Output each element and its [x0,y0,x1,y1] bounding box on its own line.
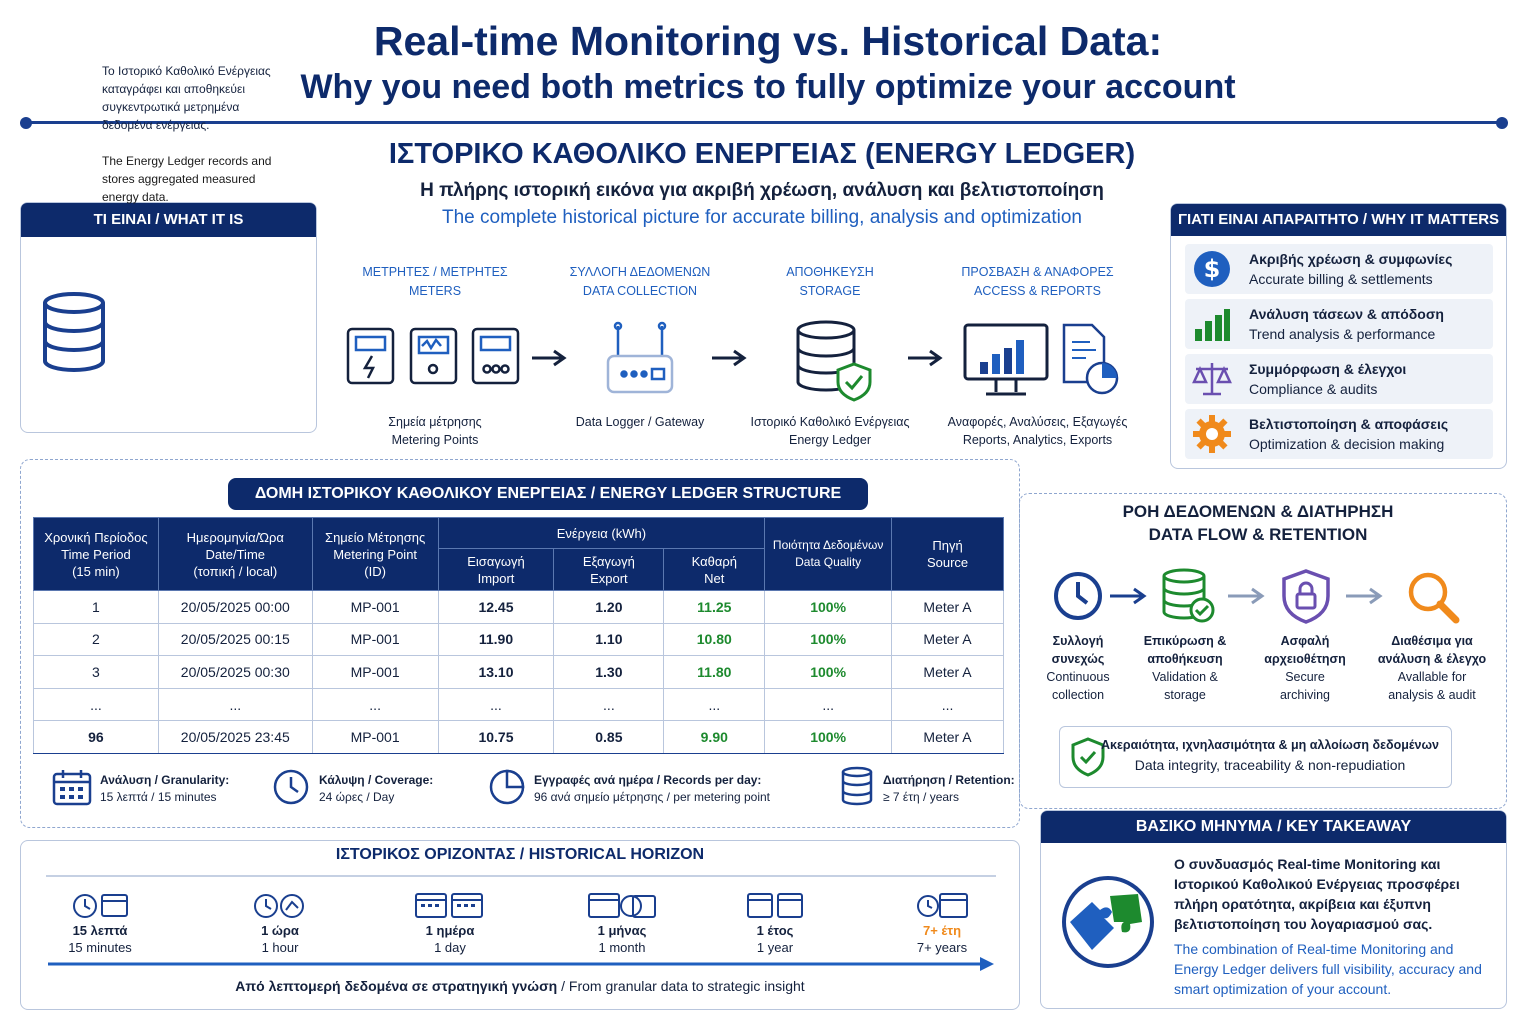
header-line: Ποιότητα Δεδομένων [772,538,884,552]
historical-horizon-title: ΙΣΤΟΡΙΚΟΣ ΟΡΙΖΟΝΤΑΣ / HISTORICAL HORIZON [335,846,705,863]
divider-dot-left [20,117,32,129]
summary-records-value: 96 ανά σημείο μέτρησης / per metering point [534,790,770,804]
summary-coverage-title: Κάλυψη / Coverage: [319,773,434,787]
clock-icon [252,890,306,920]
flow-label-line: ΠΡΟΣΒΑΣΗ & ΑΝΑΦΟΡΕΣ [961,265,1114,279]
caption-line: Reports, Analytics, Exports [962,433,1113,447]
why-item-compliance [1185,354,1493,404]
header-line: (ID) [364,563,386,579]
database-icon [39,291,109,373]
table-row [34,623,1004,656]
cell-period: 2 [34,623,159,656]
flow-label-line: METERS [408,284,462,298]
horizon-15min-english: 15 minutes [68,940,132,955]
arrow-right-icon [1344,586,1386,606]
scales-icon [1191,360,1233,398]
key-takeaway-header: ΒΑΣΙΚΟ ΜΗΝΥΜΑ / KEY TAKEAWAY [1041,811,1506,843]
cell-datetime: 20/05/2025 00:30 [158,656,312,689]
horizon-caption-greek: Από λεπτομερή δεδομένα σε στρατηγική γνώση [235,978,558,994]
calendar-icon [587,890,657,920]
caption-line: Energy Ledger [788,433,871,447]
clock-icon [1052,570,1104,622]
caption-line: Αναφορές, Αναλύσεις, Εξαγωγές [947,415,1128,429]
flow-step-collection-label [545,263,735,301]
step-greek-line: Ασφαλή [1280,634,1330,648]
header-line: Ημερομηνία/Ώρα [186,529,284,545]
step-english-line: analysis & audit [1388,688,1476,702]
cell-quality: 100% [765,721,892,754]
horizon-caption-english: / From granular data to strategic insight [557,978,805,994]
cell-datetime: 20/05/2025 00:00 [158,591,312,624]
why-item-greek: Βελτιστοποίηση & αποφάσεις [1249,416,1449,432]
arrow-right-icon [1108,586,1150,606]
cell-net: 11.80 [664,656,765,689]
caption-line: Ιστορικό Καθολικό Ενέργειας [750,415,910,429]
header-line: Data Quality [795,555,862,569]
table-row [34,656,1004,689]
caption-line: Σημεία μέτρησης [388,415,482,429]
cell-net: 10.80 [664,623,765,656]
ledger-structure-header: ΔΟΜΗ ΙΣΤΟΡΙΚΟΥ ΚΑΘΟΛΙΚΟΥ ΕΝΕΡΓΕΙΑΣ / ENERGY LEDGER STRUCTURE [228,478,868,510]
cell-period: ... [34,688,159,721]
horizon-1hour-greek: 1 ώρα [261,923,299,938]
flow-step-access-label [930,263,1145,301]
cell-datetime: 20/05/2025 00:15 [158,623,312,656]
flow-step-meters-label [340,263,530,301]
ledger-subtitle-english: The complete historical picture for accurate billing, analysis and optimization [442,207,1082,228]
key-takeaway-greek: Ο συνδυασμός Real-time Monitoring και Ιστορικού Καθολικού Ενέργειας προσφέρει πλήρη ορατότητα, ακρίβεια και έξυπνη βελτιστοποίηση του λογαριασμού σας. [1174,856,1460,932]
svg-text:$: $ [1203,255,1221,283]
step-english-line: Avallable for [1397,670,1467,684]
dataflow-step-available [1374,632,1490,704]
flow-label-line: DATA COLLECTION [582,284,698,298]
header-line: Πηγή [932,538,963,553]
header-line: Time Period [61,546,131,562]
flow-label-line: ACCESS & REPORTS [974,284,1101,298]
calendar-icon [746,890,804,920]
page-subtitle: Why you need both metrics to fully optimize your account [300,68,1236,106]
horizon-1year-greek: 1 έτος [756,923,794,938]
step-english-line: storage [1164,688,1206,702]
step-greek-line: ανάλυση & έλεγχο [1377,652,1487,666]
header-line: Σημείο Μέτρησης [325,529,426,545]
why-item-english: Accurate billing & settlements [1249,271,1433,287]
why-item-greek: Ακριβής χρέωση & συμφωνίες [1249,251,1453,267]
arrow-right-icon [710,348,750,368]
step-greek-line: αρχειοθέτηση [1264,652,1346,666]
why-item-english: Trend analysis & performance [1249,326,1436,342]
header-line: Metering Point [333,546,418,562]
cell-net: 9.90 [664,721,765,754]
database-icon [840,766,874,806]
table-row-ellipsis [34,688,1004,721]
ledger-title: ΙΣΤΟΡΙΚΟ ΚΑΘΟΛΙΚΟ ΕΝΕΡΓΕΙΑΣ (ENERGY LEDGER) [388,138,1136,170]
table-row [34,591,1004,624]
data-flow-title-greek: ΡΟΗ ΔΕΔΟΜΕΝΩΝ & ΔΙΑΤΗΡΗΣΗ [1122,502,1394,521]
cell-source: Meter A [892,656,1004,689]
flow-caption-reports [930,413,1145,449]
cell-period: 1 [34,591,159,624]
header-line: (15 min) [72,563,120,579]
cell-export: 1.30 [554,656,664,689]
summary-granularity-title: Ανάλυση / Granularity: [100,773,230,787]
summary-retention-title: Διατήρηση / Retention: [883,773,1015,787]
cell-quality: 100% [765,656,892,689]
cell-point: MP-001 [312,656,438,689]
why-it-matters-header: ΓΙΑΤΙ ΕΙΝΑΙ ΑΠΑΡΑΙΤΗΤΟ / WHY IT MATTERS [1171,204,1506,236]
integrity-greek: Ακεραιότητα, ιχνηλασιμότητα & μη αλλοίωση δεδομένων [1101,738,1439,752]
calendar-icon [52,768,92,806]
what-it-is-panel [20,202,317,433]
cell-datetime: ... [158,688,312,721]
why-item-billing [1185,244,1493,294]
horizon-1day-english: 1 day [434,940,466,955]
cell-quality: 100% [765,591,892,624]
magnifier-icon [1406,570,1460,624]
cell-source: Meter A [892,623,1004,656]
col-quality [765,518,892,591]
step-english-line: Secure [1285,670,1325,684]
why-item-optimization [1185,409,1493,459]
header-line: Source [926,555,969,570]
what-it-is-text-greek: Το Ιστορικό Καθολικό Ενέργειας καταγράφει και αποθηκεύει συγκεντρωτικά μετρημένα δεδομένα ενέργειας. [102,64,271,132]
calendar-clock-icon [916,890,970,920]
why-item-english: Compliance & audits [1249,381,1378,397]
col-period [34,518,159,591]
clock-icon [272,768,310,806]
page-title: Real-time Monitoring vs. Historical Data: [373,18,1163,64]
flow-step-storage-label [735,263,925,301]
horizon-caption [20,978,1020,994]
step-greek-line: αποθήκευση [1147,652,1223,666]
cell-export: ... [554,688,664,721]
horizon-1day-greek: 1 ημέρα [425,923,475,938]
horizon-15min-greek: 15 λεπτά [72,923,128,938]
horizon-1year-english: 1 year [756,940,794,955]
header-line: Date/Time [205,546,266,562]
step-english-line: archiving [1279,688,1331,702]
col-net [664,549,765,591]
dollar-icon [1193,250,1231,288]
cell-quality: 100% [765,623,892,656]
horizon-7years-english: 7+ years [916,940,968,955]
cell-import: ... [438,688,554,721]
step-greek-line: Συλλογή [1052,634,1104,648]
pie-icon [488,768,526,806]
horizon-1hour-english: 1 hour [261,940,299,955]
header-line: Καθαρή [691,553,737,569]
flow-caption-meters [345,413,525,449]
header-line: Εισαγωγή [467,553,525,569]
why-item-greek: Συμμόρφωση & έλεγχοι [1249,361,1407,377]
flow-label-line: ΜΕΤΡΗΤΕΣ / ΜΕΤΡΗΤΕΣ [362,265,508,279]
flow-label-line: ΣΥΛΛΟΓΗ ΔΕΔΟΜΕΝΩΝ [569,265,711,279]
horizon-7years-greek: 7+ έτη [922,923,962,938]
header-line: Χρονική Περίοδος [44,529,148,545]
reports-monitor-icon [962,322,1122,402]
bar-chart-icon [1193,307,1231,343]
table-row [34,721,1004,754]
puzzle-icon [1052,872,1164,972]
why-item-english: Optimization & decision making [1249,436,1445,452]
summary-records-title: Εγγραφές ανά ημέρα / Records per day: [534,773,762,787]
col-datetime [158,518,312,591]
cell-import: 12.45 [438,591,554,624]
cell-import: 11.90 [438,623,554,656]
cell-net: 11.25 [664,591,765,624]
cell-export: 1.20 [554,591,664,624]
horizon-1month-english: 1 month [598,940,646,955]
flow-caption-storage [735,413,925,449]
flow-caption-gateway: Data Logger / Gateway [575,415,705,429]
header-line: (τοπική / local) [193,563,278,579]
header-line: Net [704,570,725,586]
flow-label-line: STORAGE [799,284,861,298]
arrow-right-icon [906,348,946,368]
what-it-is-header: ΤΙ ΕΙΝΑΙ / WHAT IT IS [21,203,316,237]
caption-line: Metering Points [391,433,479,447]
data-flow-title-english: DATA FLOW & RETENTION [1148,525,1368,544]
header-line: Import [477,570,515,586]
cell-point: ... [312,688,438,721]
col-import [438,549,554,591]
gateway-icon [604,320,676,398]
header-line: Export [590,570,628,586]
step-english-line: collection [1051,688,1105,702]
flow-label-line: ΑΠΟΘΗΚΕΥΣΗ [786,265,874,279]
step-english-line: Validation & [1152,670,1218,684]
database-check-icon [1160,568,1216,624]
cell-export: 0.85 [554,721,664,754]
step-greek-line: Επικύρωση & [1143,634,1227,648]
why-item-trend [1185,299,1493,349]
meter-devices-icon [345,326,525,386]
arrow-right-icon [530,348,570,368]
dataflow-step-collection [1034,632,1122,704]
why-item-greek: Ανάλυση τάσεων & απόδοση [1249,306,1444,322]
why-it-matters-panel [1170,203,1507,469]
header-line: Εξαγωγή [582,553,635,569]
calendar-icon [414,890,484,920]
summary-granularity-value: 15 λεπτά / 15 minutes [100,790,217,804]
what-it-is-text-english: The Energy Ledger records and stores aggregated measured energy data. [102,154,272,204]
key-takeaway-english: The combination of Real-time Monitoring and Energy Ledger delivers full visibility, accuracy and smart optimization of your account. [1174,941,1482,997]
data-flow-title [1019,500,1497,546]
step-greek-line: συνεχώς [1051,652,1105,666]
summary-retention-value: ≥ 7 έτη / years [883,790,960,804]
cell-import: 13.10 [438,656,554,689]
cell-import: 10.75 [438,721,554,754]
ledger-subtitle-greek: Η πλήρης ιστορική εικόνα για ακριβή χρέωση, ανάλυση και βελτιστοποίηση [420,180,1104,201]
cell-point: MP-001 [312,721,438,754]
horizon-arrow [46,954,998,974]
horizon-top-line [46,875,996,877]
col-metering-point [312,518,438,591]
integrity-english: Data integrity, traceability & non-repudiation [1134,757,1406,773]
cell-source: Meter A [892,721,1004,754]
divider-dot-right [1496,117,1508,129]
arrow-right-icon [1226,586,1268,606]
col-energy-group: Ενέργεια (kWh) [438,518,765,549]
cell-datetime: 20/05/2025 23:45 [158,721,312,754]
summary-coverage-value: 24 ώρες / Day [319,790,395,804]
gear-icon [1192,414,1232,454]
cell-period: 3 [34,656,159,689]
cell-source: Meter A [892,591,1004,624]
col-source [892,518,1004,591]
energy-ledger-table [33,517,1004,754]
cell-quality: ... [765,688,892,721]
cell-source: ... [892,688,1004,721]
horizon-1month-greek: 1 μήνας [597,923,647,938]
cell-point: MP-001 [312,623,438,656]
cell-export: 1.10 [554,623,664,656]
cell-net: ... [664,688,765,721]
database-shield-icon [794,320,876,402]
cell-point: MP-001 [312,591,438,624]
step-english-line: Continuous [1046,670,1110,684]
integrity-note [1059,726,1452,788]
clock-calendar-icon [72,890,130,920]
dataflow-step-validation [1135,632,1235,704]
step-greek-line: Διαθέσιμα για [1391,634,1473,648]
cell-period: 96 [34,721,159,754]
dataflow-step-archiving [1255,632,1355,704]
shield-lock-icon [1280,568,1332,624]
col-export [554,549,664,591]
